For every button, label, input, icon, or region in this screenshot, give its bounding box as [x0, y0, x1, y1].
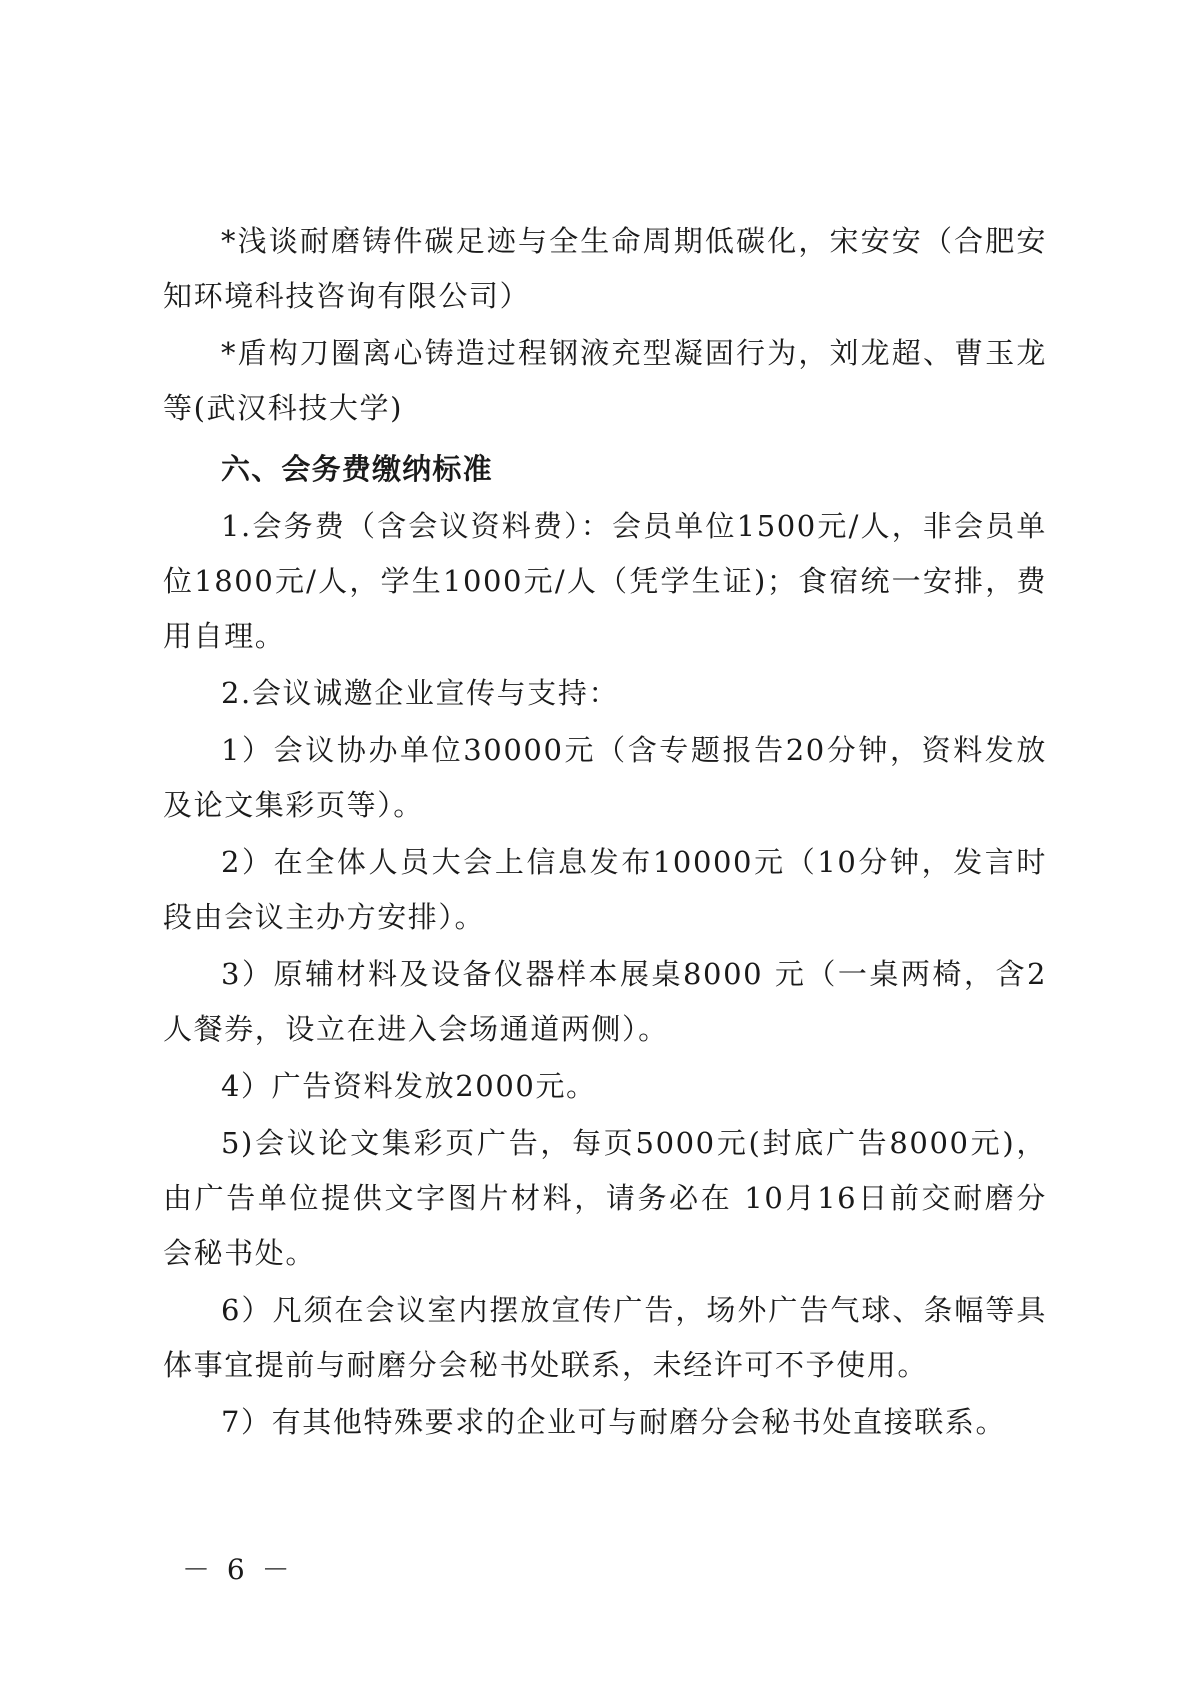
- sponsor-item-5: 5)会议论文集彩页广告，每页5000元(封底广告8000元)，由广告单位提供文字图片材料，请务必在 10月16日前交耐磨分会秘书处。: [163, 1126, 1047, 1270]
- sponsor-item-7: 7）有其他特殊要求的企业可与耐磨分会秘书处直接联系。: [221, 1405, 1007, 1439]
- paper-entry-1: *浅谈耐磨铸件碳足迹与全生命周期低碳化，宋安安（合肥安知环境科技咨询有限公司）: [163, 224, 1047, 313]
- section-heading: 六、会务费缴纳标准: [221, 452, 493, 486]
- sponsor-item-6: 6）凡须在会议室内摆放宣传广告，场外广告气球、条幅等具体事宜提前与耐磨分会秘书处联系，未经许可不予使用。: [163, 1293, 1047, 1382]
- page-number: － 6 －: [182, 1553, 294, 1586]
- fee-item-2: 2.会议诚邀企业宣传与支持：: [221, 676, 620, 710]
- sponsor-item-2: 2）在全体人员大会上信息发布10000元（10分钟，发言时段由会议主办方安排）。: [163, 845, 1047, 934]
- page-body: [163, 214, 1047, 1452]
- sponsor-item-3: 3）原辅材料及设备仪器样本展桌8000 元（一桌两椅，含2人餐券，设立在进入会场通道两侧）。: [163, 957, 1047, 1046]
- sponsor-item-1: 1）会议协办单位30000元（含专题报告20分钟，资料发放及论文集彩页等）。: [163, 733, 1047, 822]
- sponsor-item-4: 4）广告资料发放2000元。: [221, 1069, 597, 1103]
- paper-entry-2: *盾构刀圈离心铸造过程钢液充型凝固行为，刘龙超、曹玉龙等(武汉科技大学): [163, 336, 1047, 425]
- fee-item-1: 1.会务费（含会议资料费）：会员单位1500元/人，非会员单位1800元/人，学生1000元/人（凭学生证)；食宿统一安排，费用自理。: [163, 509, 1047, 653]
